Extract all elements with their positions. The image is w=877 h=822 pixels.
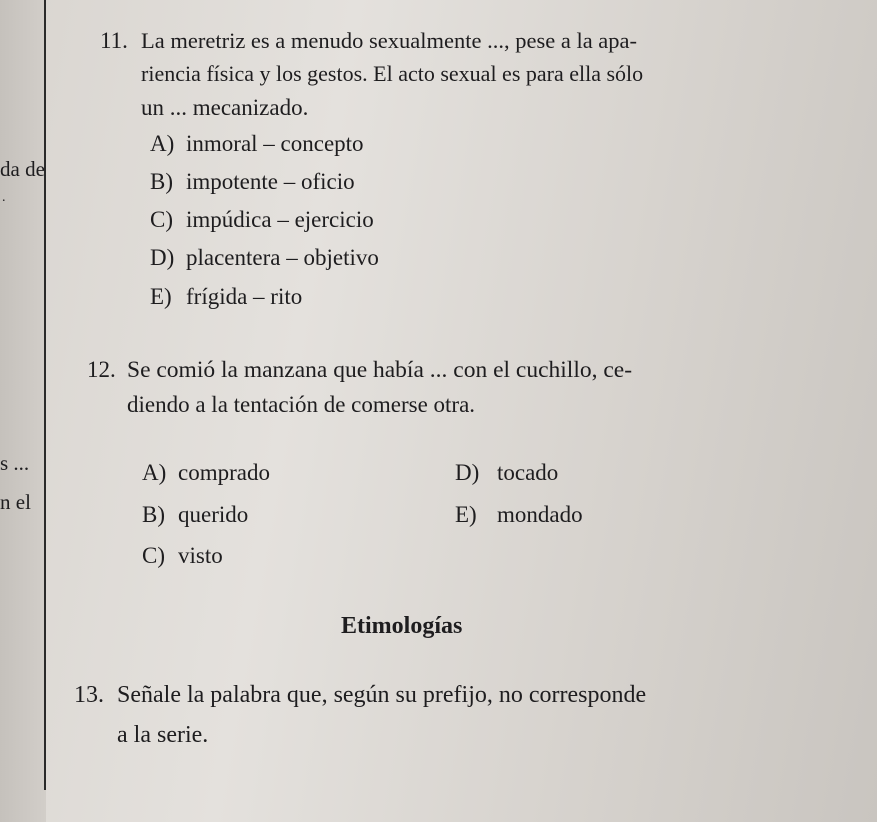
option-text: impotente – oficio [186, 169, 355, 194]
option-text: frígida – rito [186, 284, 303, 309]
question-number: 11. [100, 28, 128, 53]
answer-option-c [150, 207, 374, 233]
answer-option-b [142, 502, 248, 528]
option-letter: E) [150, 284, 172, 309]
option-letter: A) [142, 460, 167, 485]
option-text: mondado [497, 502, 583, 527]
option-text: visto [178, 543, 223, 568]
option-letter: B) [150, 169, 173, 194]
answer-option-c [142, 543, 223, 569]
section-title: Etimologías [341, 613, 463, 639]
option-text: impúdica – ejercicio [186, 207, 374, 232]
question-text-line: diendo a la tentación de comerse otra. [127, 392, 476, 417]
question-text-line: riencia física y los gestos. El acto sexual es para ella sólo [141, 61, 644, 86]
adjacent-page-edge [0, 0, 46, 822]
option-text: inmoral – concepto [186, 131, 364, 156]
answer-option-d [455, 460, 558, 486]
column-divider [44, 0, 46, 790]
option-text: querido [178, 502, 249, 527]
option-letter: D) [150, 245, 175, 270]
answer-option-d [150, 245, 379, 271]
option-letter: D) [455, 460, 480, 485]
left-fragment: da de [0, 157, 45, 181]
left-fragment: . [2, 190, 6, 205]
answer-option-a [150, 131, 364, 157]
option-letter: E) [455, 502, 477, 527]
question-text-line: Señale la palabra que, según su prefijo, no corresponde [117, 682, 647, 708]
option-letter: C) [150, 207, 173, 232]
answer-option-a [142, 460, 270, 486]
option-text: tocado [497, 460, 559, 485]
option-letter: A) [150, 131, 175, 156]
option-text: comprado [178, 460, 270, 485]
left-fragment: s ... [0, 451, 30, 475]
question-text-line: La meretriz es a menudo sexualmente ..., pese a la apa- [141, 28, 638, 53]
question-number: 12. [87, 357, 116, 382]
option-text: placentera – objetivo [186, 245, 379, 270]
question-text-line: a la serie. [117, 722, 209, 748]
answer-option-e [150, 284, 302, 310]
answer-option-b [150, 169, 355, 195]
question-number: 13. [74, 682, 104, 708]
question-text-line: un ... mecanizado. [141, 95, 309, 120]
question-text-line: Se comió la manzana que había ... con el cuchillo, ce- [127, 357, 633, 383]
option-letter: C) [142, 543, 165, 568]
option-letter: B) [142, 502, 165, 527]
answer-option-e [455, 502, 583, 528]
left-fragment: n el [0, 490, 31, 514]
